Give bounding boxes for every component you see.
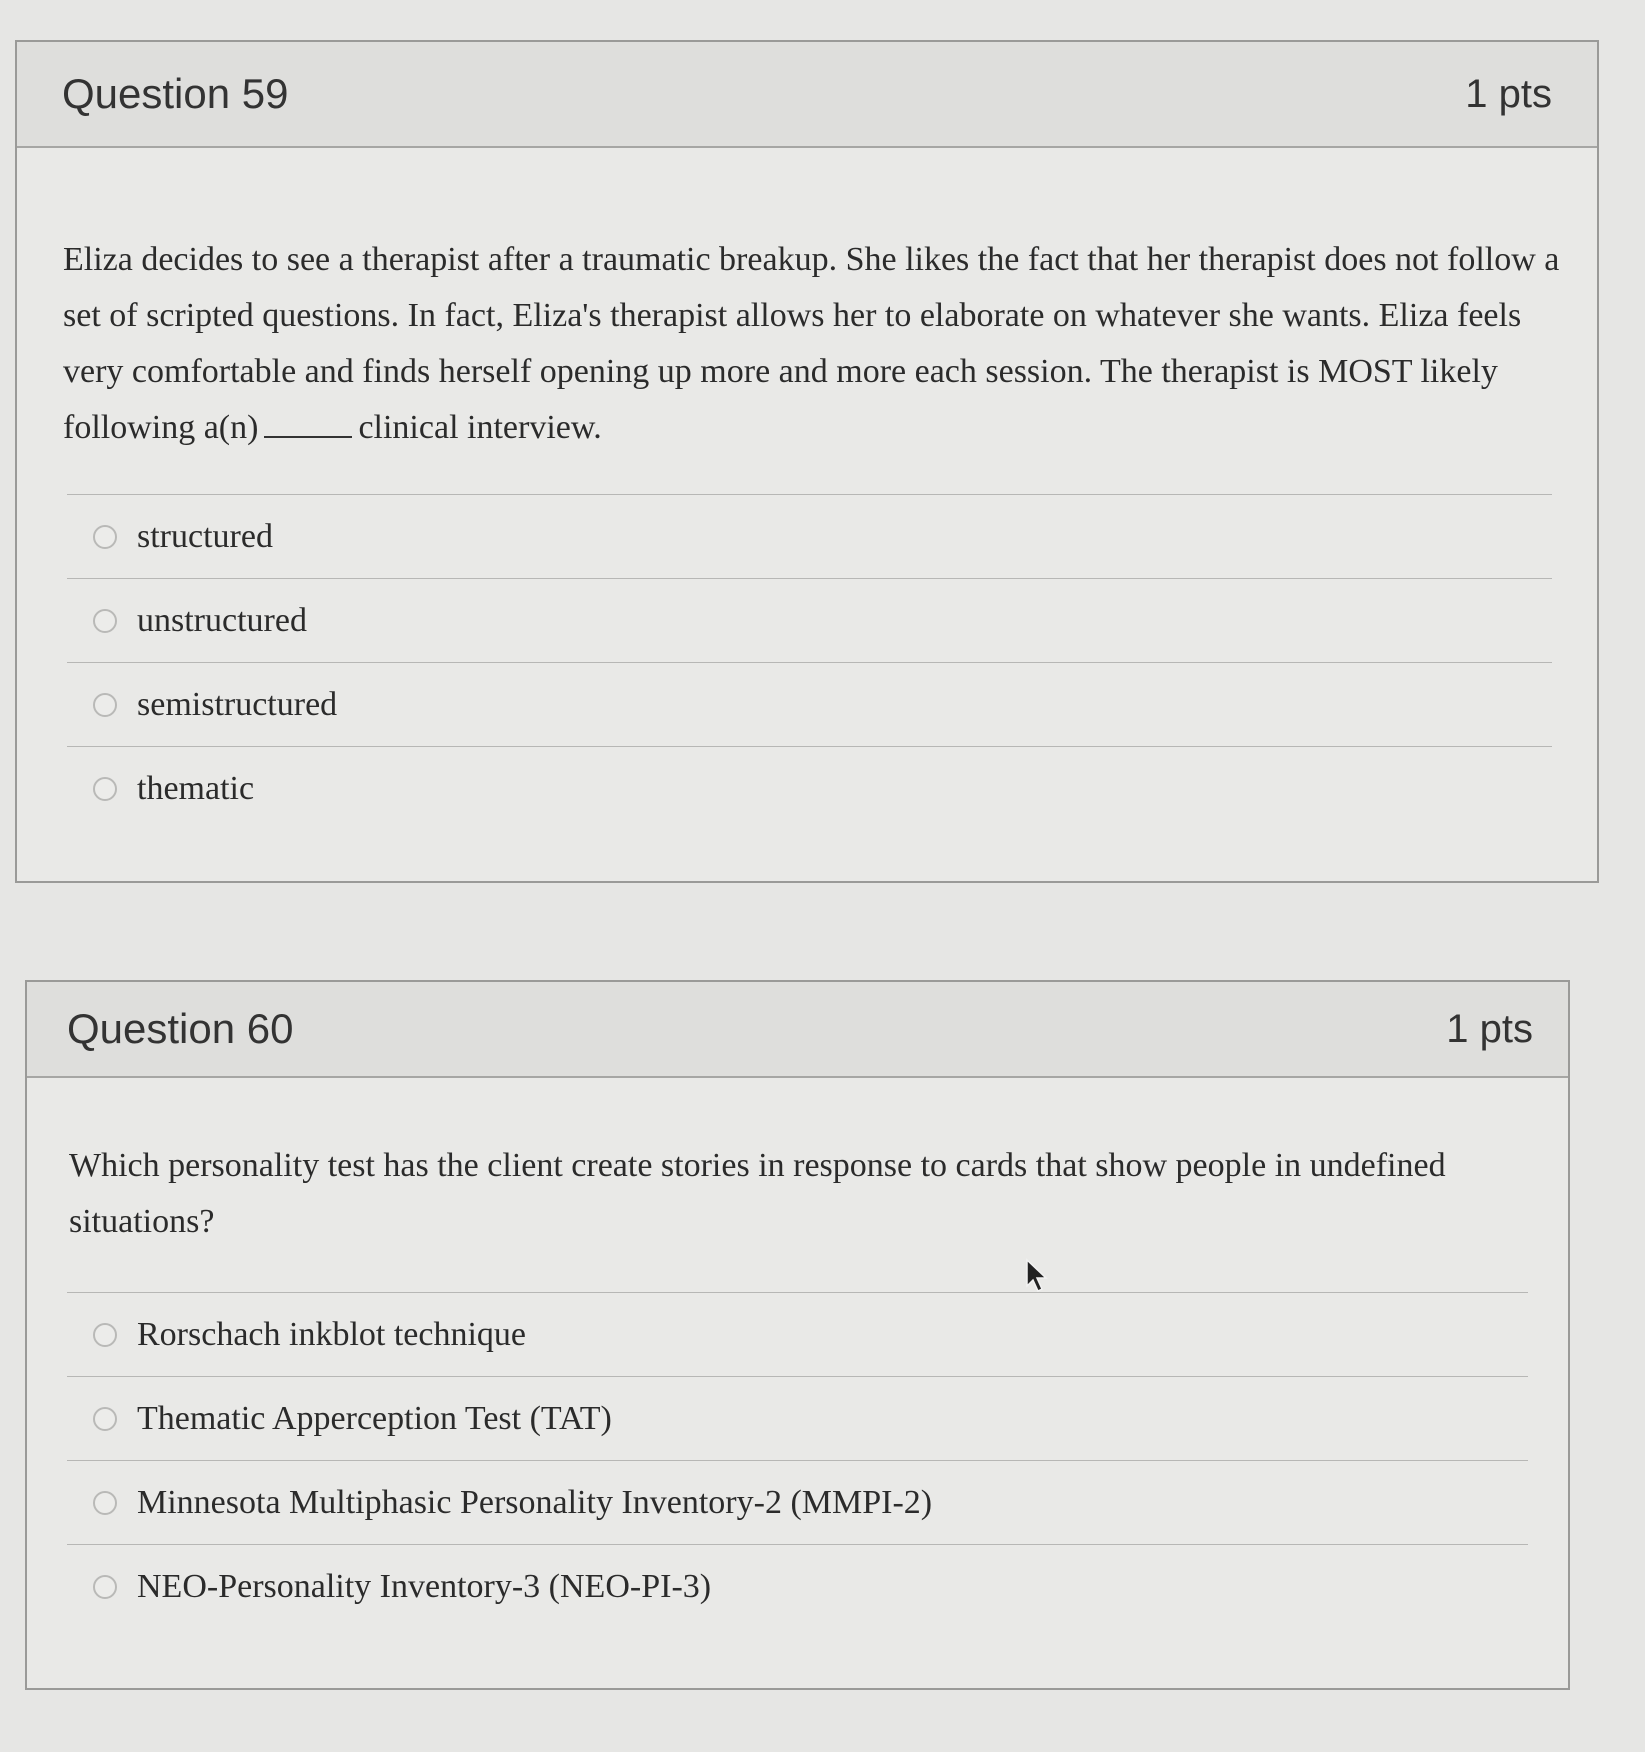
- answer-label[interactable]: Minnesota Multiphasic Personality Inventory-2 (MMPI-2): [137, 1483, 933, 1521]
- question-points: 1 pts: [1465, 71, 1552, 116]
- answer-label[interactable]: unstructured: [137, 601, 307, 639]
- question-text: [17, 148, 1603, 456]
- radio-unselected-icon[interactable]: [93, 777, 117, 801]
- answer-list: [67, 494, 1552, 830]
- question-card-60: [25, 980, 1570, 1690]
- answer-option[interactable]: [67, 578, 1552, 662]
- answer-list: [67, 1292, 1528, 1628]
- mouse-pointer-icon: [1025, 1258, 1049, 1294]
- radio-unselected-icon[interactable]: [93, 1407, 117, 1431]
- question-header: [27, 982, 1568, 1078]
- question-title: Question 59: [62, 70, 289, 117]
- answer-option[interactable]: [67, 1292, 1528, 1376]
- answer-option[interactable]: [67, 1376, 1528, 1460]
- radio-unselected-icon[interactable]: [93, 525, 117, 549]
- question-points: 1 pts: [1446, 1006, 1533, 1051]
- question-header: [17, 42, 1597, 148]
- answer-label[interactable]: semistructured: [137, 685, 338, 723]
- answer-option[interactable]: [67, 662, 1552, 746]
- answer-label[interactable]: NEO-Personality Inventory-3 (NEO-PI-3): [137, 1567, 712, 1605]
- radio-unselected-icon[interactable]: [93, 1575, 117, 1599]
- question-text-after-blank: clinical interview.: [358, 409, 602, 446]
- radio-unselected-icon[interactable]: [93, 609, 117, 633]
- answer-label[interactable]: Thematic Apperception Test (TAT): [137, 1399, 612, 1437]
- question-text: Which personality test has the client create stories in response to cards that show people in undefined situations?: [69, 1147, 1446, 1240]
- question-card-59: [15, 40, 1599, 883]
- answer-option[interactable]: [67, 746, 1552, 830]
- answer-label[interactable]: Rorschach inkblot technique: [137, 1315, 527, 1353]
- radio-unselected-icon[interactable]: [93, 693, 117, 717]
- answer-option[interactable]: [67, 494, 1552, 578]
- radio-unselected-icon[interactable]: [93, 1323, 117, 1347]
- question-text-before-blank: Eliza decides to see a therapist after a traumatic breakup. She likes the fact that her therapist does not follow a set of scripted questions. In fact, Eliza's therapist allows her to elaborate on whatever she wants. Eliza feels very comfortable and finds herself opening up more and more each session. The therapist is MOST likely following a(n): [63, 241, 1560, 446]
- radio-unselected-icon[interactable]: [93, 1491, 117, 1515]
- question-title: Question 60: [67, 1005, 294, 1052]
- fill-in-blank: [264, 406, 352, 438]
- answer-option[interactable]: [67, 1544, 1528, 1628]
- answer-label[interactable]: structured: [137, 517, 273, 555]
- answer-option[interactable]: [67, 1460, 1528, 1544]
- answer-label[interactable]: thematic: [137, 769, 255, 807]
